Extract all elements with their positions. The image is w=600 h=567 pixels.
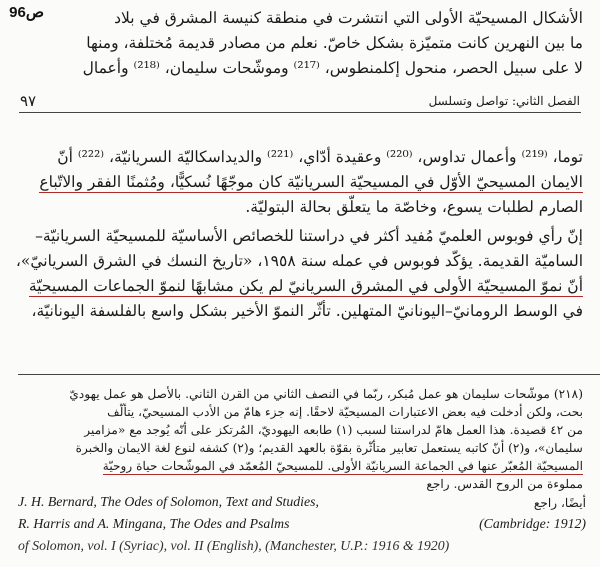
footnote-ref-see-also: أيضًا، راجع — [533, 496, 586, 510]
page-corner-tag: ص96 — [9, 4, 44, 21]
footnote-line-5: المسيحيّة المُعبّر عنها في الجماعة السريانيّة الأولى. للمسيحيّ المُعمّد في الموشّحات حياة روحيّة — [102, 459, 583, 473]
body-line-1: توما، ⁽²¹⁹⁾ وأعمال تداوس، ⁽²²⁰⁾ وعقيدة أدّاي، ⁽²²¹⁾ والديداسكاليّة السريانيّة، ⁽²²²⁾ أنّ — [57, 148, 583, 166]
footnote-ref-solomon: of Solomon, vol. I (Syriac), vol. II (English), (Manchester, U.P.: 1916 & 1920) — [18, 538, 450, 553]
top-line-1: الأشكال المسيحيّة الأولى التي انتشرت في منطقة كنيسة المشرق في بلاد — [114, 9, 583, 27]
footnote-line-6: مملوءة من الروح القدس. راجع — [426, 477, 583, 491]
body-line-4: إنّ رأي فوبوس العلميّ مُفيد أكثر في دراستنا للخصائص الأساسيّة للمسيحيّة السريانيّة– — [35, 227, 583, 245]
body-line-6: أنّ نموّ المسيحيّة الأولى في المشرق السريانيّ لم يكن مشابهًا لنموّ الجماعات المسيحيّة — [28, 277, 583, 295]
top-line-2: ما بين النهرين كانت متميّزة بشكل خاصّ. نعلم من مصادر قديمة مُختلفة، ومنها — [86, 34, 583, 52]
footnote-rule — [18, 374, 600, 375]
chapter-header: الفصل الثاني: تواصل وتسلسل — [428, 94, 580, 108]
footnote-ref-bernard: J. H. Bernard, The Odes of Solomon, Text and Studies, — [18, 494, 319, 509]
header-rule — [19, 112, 581, 113]
top-line-3: لا على سبيل الحصر، منحول إكلمنطوس، ⁽²¹⁷⁾ وموشّحات سليمان، ⁽²¹⁸⁾ وأعمال — [82, 59, 583, 77]
body-line-3: الصارم لطلبات يسوع، وخاصّة ما يتعلّق بحالة البتوليّة. — [245, 198, 583, 216]
footnote-line-1: (٢١٨) موشّحات سليمان هو عمل مُبكر، ربّما في النصف الثاني من القرن الثاني. بالأصل هو عمل يهوديّ — [69, 387, 583, 401]
footnote-line-3: من ٤٢ قصيدة. هذا العمل هامّ لدراستنا لسبب (١) طابعه اليهوديّ، المُرتكز على أنّه يُوجد مع «مزامير — [84, 423, 583, 437]
footnote-line-4: سليمان»، و(٢) أنّ كاتبه يستعمل تعابير متأثّرة بقوّة بالعهد القديم؛ و(٢) كشفه لنوع لغة الايمان والخبرة — [75, 441, 583, 455]
page-number: ٩٧ — [20, 92, 37, 110]
footnote-line-2: بحت، ولكن أدخلت فيه بعض الاعتبارات المسيحيّة لاحقًا. إنه جزء هامّ من الأدب المسيحيّ، يتألّف — [107, 405, 583, 419]
footnote-ref-harris-mingana: R. Harris and A. Mingana, The Odes and Psalms — [18, 516, 290, 531]
footnote-ref-cambridge: (Cambridge: 1912) — [479, 516, 586, 531]
body-line-5: الساميّة القديمة. يؤكّد فوبوس في عمله سنة ١٩٥٨، «تاريخ النسك في الشرق السريانيّ»، — [15, 252, 583, 270]
body-line-2: الايمان المسيحيّ الأوّل في المسيحيّة السريانيّة كان موجّهًا نُسكيًّا، ومُثمنًا الفقر والاتّباع — [39, 173, 583, 191]
body-line-7: في الوسط الرومانيّ–اليونانيّ المتهلين. تأثّر النموّ الأخير بشكل واسع بالفلسفة اليونانيّة، — [31, 302, 583, 320]
